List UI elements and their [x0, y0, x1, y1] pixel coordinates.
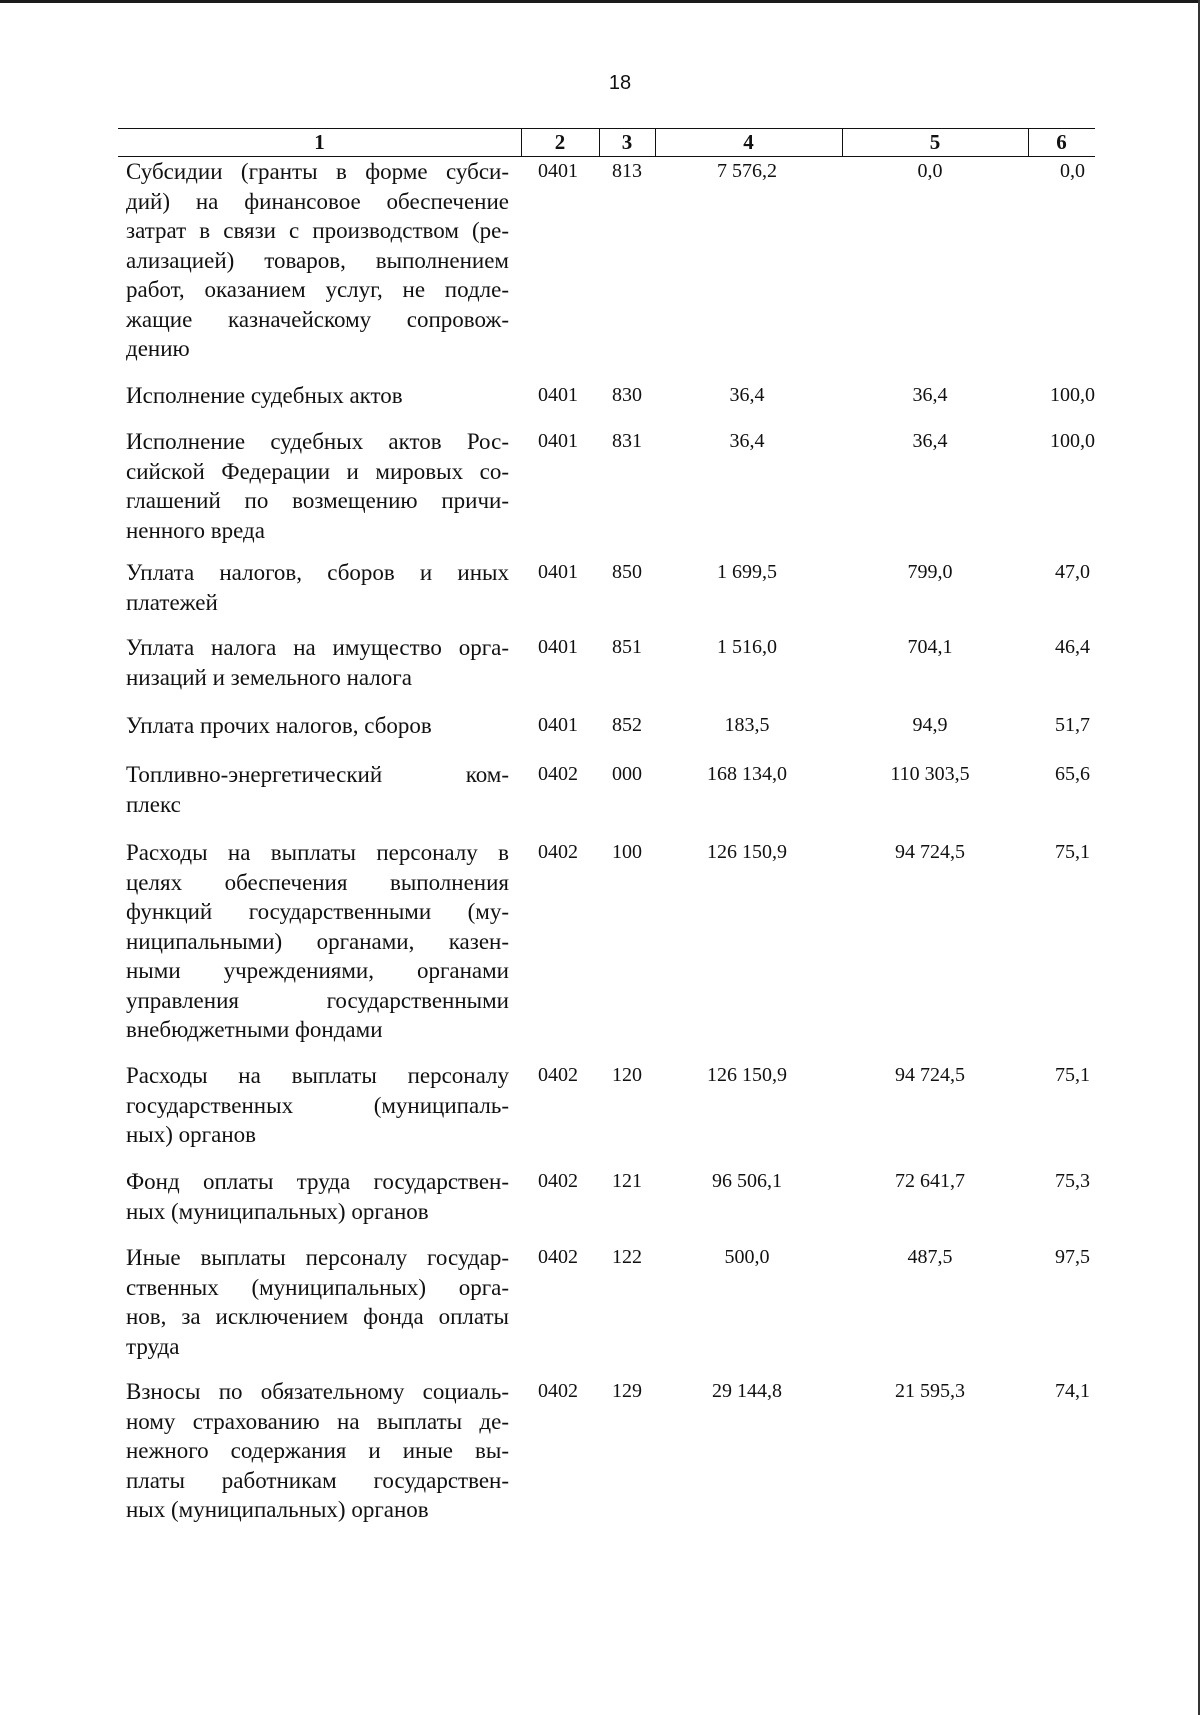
cell-c2: 0402 — [538, 1246, 578, 1268]
cell-c4: 96 506,1 — [712, 1170, 782, 1192]
row-description — [126, 1377, 509, 1525]
description-line: Исполнение судебных актов — [126, 383, 403, 408]
cell-c3: 121 — [612, 1170, 642, 1192]
cell-c4: 126 150,9 — [707, 1064, 787, 1086]
cell-c6: 75,1 — [1055, 1064, 1090, 1086]
cell-c2: 0401 — [538, 636, 578, 658]
description-line: ному страхованию на выплаты де- — [126, 1408, 509, 1434]
description-line: ных) органов — [126, 1122, 256, 1147]
description-line: ственных (муниципальных) орга- — [126, 1274, 509, 1300]
description-line: Субсидии (гранты в форме субси- — [126, 159, 509, 184]
table-header — [118, 128, 1095, 157]
cell-c5: 487,5 — [907, 1246, 953, 1268]
row-description — [126, 711, 509, 741]
row-description — [126, 1061, 509, 1150]
cell-c4: 183,5 — [724, 714, 770, 736]
row-description — [126, 760, 509, 819]
description-line: внебюджетными фондами — [126, 1017, 383, 1042]
cell-c6: 51,7 — [1055, 714, 1090, 736]
cell-c6: 75,3 — [1055, 1170, 1090, 1192]
cell-c5: 36,4 — [912, 384, 948, 406]
description-line: функций государственными (му- — [126, 899, 509, 924]
description-line: Взносы по обязательному социаль- — [126, 1379, 509, 1404]
row-description — [126, 157, 509, 364]
cell-c6: 65,6 — [1055, 763, 1090, 785]
cell-c3: 100 — [612, 841, 642, 863]
cell-c4: 1 699,5 — [717, 561, 777, 583]
cell-c4: 126 150,9 — [707, 841, 787, 863]
cell-c2: 0402 — [538, 1064, 578, 1086]
cell-c5: 94 724,5 — [895, 1064, 965, 1086]
description-line: плекс — [126, 791, 181, 817]
description-line: ненного вреда — [126, 517, 265, 543]
cell-c5: 36,4 — [912, 430, 948, 452]
row-description — [126, 1167, 509, 1226]
header-col-3: 3 — [621, 130, 633, 154]
header-col-6: 6 — [1056, 130, 1067, 154]
cell-c4: 1 516,0 — [717, 636, 777, 658]
header-col-2: 2 — [554, 130, 566, 154]
description-line: дению — [126, 336, 190, 361]
description-line: Уплата прочих налогов, сборов — [126, 713, 432, 738]
description-line: низаций и земельного налога — [126, 664, 412, 690]
description-line: целях обеспечения выполнения — [126, 869, 509, 895]
description-line: труда — [126, 1333, 180, 1359]
cell-c6: 75,1 — [1055, 841, 1090, 863]
row-description — [126, 427, 509, 545]
cell-c5: 94 724,5 — [895, 841, 965, 863]
description-line: Уплата налогов, сборов и иных — [126, 560, 509, 585]
cell-c2: 0402 — [538, 1380, 578, 1402]
cell-c6: 100,0 — [1050, 430, 1095, 452]
cell-c5: 0,0 — [917, 160, 943, 182]
cell-c4: 7 576,2 — [717, 160, 777, 182]
description-line: платежей — [126, 589, 218, 615]
cell-c3: 122 — [612, 1246, 642, 1268]
description-line: ными учреждениями, органами — [126, 958, 509, 983]
cell-c6: 47,0 — [1055, 561, 1090, 583]
cell-c6: 0,0 — [1060, 160, 1085, 182]
cell-c2: 0401 — [538, 714, 578, 736]
cell-c3: 813 — [612, 160, 642, 182]
description-line: затрат в связи с производством (ре- — [126, 218, 509, 243]
row-description — [126, 1243, 509, 1361]
description-line: Уплата налога на имущество орга- — [126, 635, 509, 660]
cell-c3: 830 — [612, 384, 642, 406]
row-description — [126, 838, 509, 1045]
description-line: управления государственными — [126, 987, 509, 1013]
description-line: Иные выплаты персоналу государ- — [126, 1245, 509, 1270]
cell-c4: 168 134,0 — [707, 763, 787, 785]
cell-c5: 21 595,3 — [895, 1380, 965, 1402]
cell-c6: 100,0 — [1050, 384, 1095, 406]
description-line: ниципальными) органами, казен- — [126, 928, 509, 954]
description-line: платы работникам государствен- — [126, 1467, 509, 1493]
description-line: работ, оказанием услуг, не подле- — [126, 277, 509, 302]
cell-c4: 36,4 — [729, 384, 765, 406]
cell-c2: 0402 — [538, 763, 578, 785]
cell-c2: 0402 — [538, 1170, 578, 1192]
cell-c3: 831 — [612, 430, 642, 452]
cell-c5: 110 303,5 — [890, 763, 970, 785]
row-description — [126, 381, 509, 411]
description-line: Расходы на выплаты персоналу в — [126, 840, 509, 865]
description-line: глашений по возмещению причи- — [126, 488, 509, 513]
cell-c4: 36,4 — [729, 430, 765, 452]
page-number: 18 — [608, 72, 632, 94]
description-line: Исполнение судебных актов Рос- — [126, 429, 509, 454]
cell-c3: 129 — [612, 1380, 642, 1402]
cell-c2: 0401 — [538, 430, 578, 452]
cell-c3: 120 — [612, 1064, 642, 1086]
cell-c6: 46,4 — [1055, 636, 1090, 658]
cell-c5: 704,1 — [907, 636, 953, 658]
header-col-4: 4 — [743, 130, 754, 154]
row-description — [126, 558, 509, 617]
cell-c4: 29 144,8 — [712, 1380, 782, 1402]
description-line: Расходы на выплаты персоналу — [126, 1063, 509, 1088]
description-line: Фонд оплаты труда государствен- — [126, 1169, 509, 1194]
cell-c5: 72 641,7 — [895, 1170, 965, 1192]
cell-c3: 852 — [612, 714, 642, 736]
cell-c3: 000 — [612, 763, 642, 785]
description-line: ализацией) товаров, выполнением — [126, 247, 509, 273]
cell-c2: 0402 — [538, 841, 578, 863]
description-line: ных (муниципальных) органов — [126, 1198, 429, 1224]
cell-c2: 0401 — [538, 160, 578, 182]
header-col-5: 5 — [929, 130, 941, 154]
cell-c4: 500,0 — [724, 1246, 770, 1268]
description-line: Топливно-энергетический ком- — [126, 762, 509, 787]
description-line: жащие казначейскому сопровож- — [126, 306, 509, 332]
cell-c5: 799,0 — [907, 561, 953, 583]
description-line: нов, за исключением фонда оплаты — [126, 1304, 509, 1329]
scan-edge-top — [0, 0, 1200, 3]
cell-c5: 94,9 — [912, 714, 948, 736]
description-line: нежного содержания и иные вы- — [126, 1438, 509, 1463]
row-description — [126, 633, 509, 692]
description-line: дий) на финансовое обеспечение — [126, 188, 509, 214]
description-line: государственных (муниципаль- — [126, 1092, 509, 1118]
cell-c6: 97,5 — [1055, 1246, 1090, 1268]
header-col-1: 1 — [314, 130, 325, 154]
cell-c3: 850 — [612, 561, 642, 583]
cell-c2: 0401 — [538, 384, 578, 406]
description-line: сийской Федерации и мировых со- — [126, 458, 509, 484]
cell-c3: 851 — [612, 636, 642, 658]
cell-c2: 0401 — [538, 561, 578, 583]
description-line: ных (муниципальных) органов — [126, 1497, 429, 1522]
cell-c6: 74,1 — [1055, 1380, 1090, 1402]
